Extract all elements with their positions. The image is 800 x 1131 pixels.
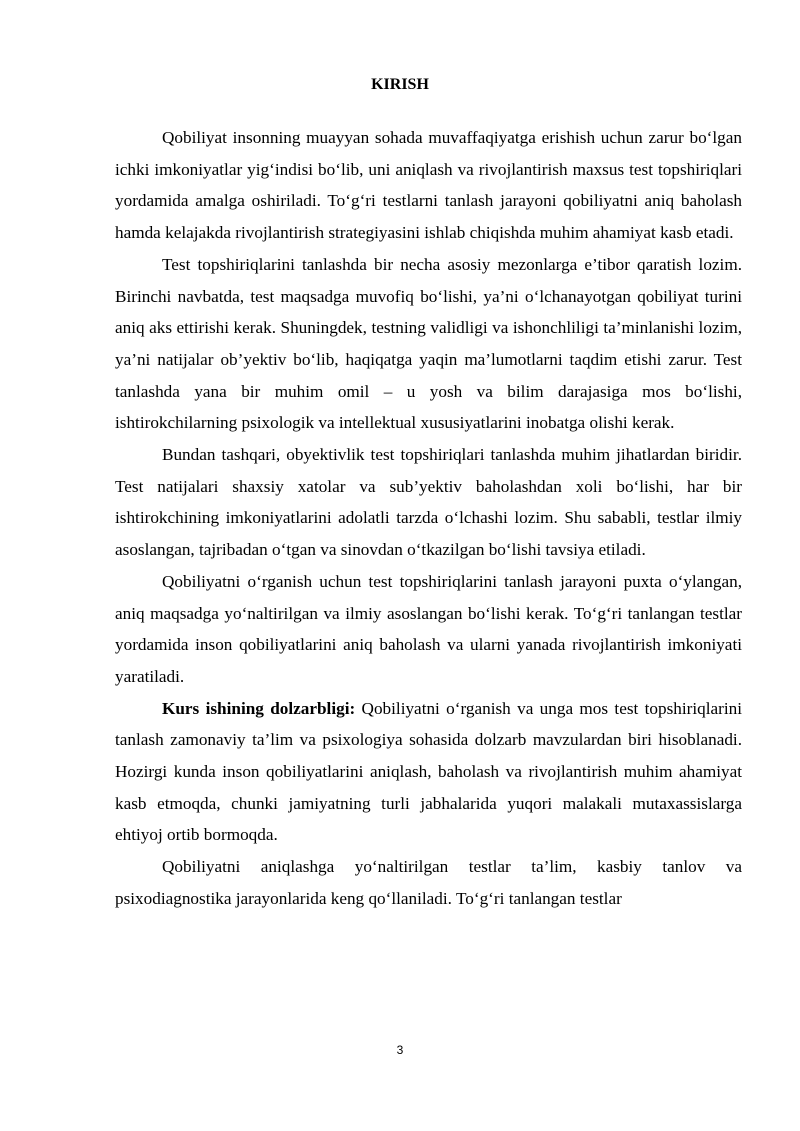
page-heading: KIRISH: [371, 76, 429, 93]
paragraph: [115, 566, 742, 693]
paragraph-text: Qobiliyat insonning muayyan sohada muvaffaqiyatga erishish uchun zarur bo‘lgan ichki imkoniyatlar yig‘indisi bo‘lib, uni aniqlash va rivojlantirish maxsus test topshiriqlari yordamida amalga oshiriladi. To‘g‘ri testlarni tanlash jarayoni qobiliyatni aniq baholash hamda kelajakda rivojlantirish strategiyasini ishlab chiqishda muhim ahamiyat kasb etadi.: [115, 128, 742, 243]
paragraph: [115, 693, 742, 852]
paragraph-text: Qobiliyatni o‘rganish va unga mos test topshiriqlarini tanlash zamonaviy ta’lim va psixologiya sohasida dolzarb mavzulardan biri hisoblanadi. Hozirgi kunda inson qobiliyatlarini aniqlash, baholash va rivojlantirish muhim ahamiyat kasb etmoqda, chunki jamiyatning turli jabhalarida yuqori malakali mutaxassislarga ehtiyoj ortib bormoqda.: [115, 698, 743, 845]
paragraph-text: Qobiliyatni o‘rganish uchun test topshiriqlarini tanlash jarayoni puxta o‘ylangan, aniq maqsadga yo‘naltirilgan va ilmiy asoslangan bo‘lishi kerak. To‘g‘ri tanlangan testlar yordamida inson qobiliyatlarini aniq baholash va ularni yanada rivojlantirish imkoniyati yaratiladi.: [115, 571, 742, 686]
paragraph: [115, 249, 742, 439]
paragraph-lead-bold: Kurs ishining dolzarbligi:: [162, 698, 356, 718]
paragraph: [115, 851, 742, 914]
page-number: 3: [396, 1043, 404, 1057]
body-text: [115, 122, 742, 915]
paragraph-text: Bundan tashqari, obyektivlik test topshiriqlari tanlashda muhim jihatlardan biridir. Test natijalari shaxsiy xatolar va sub’yektiv baholashdan xoli bo‘lishi, har bir ishtirokchining imkoniyatlarini adolatli tarzda o‘lchashi lozim. Shu sababli, testlar ilmiy asoslangan, tajribadan o‘tgan va sinovdan o‘tkazilgan bo‘lishi tavsiya etiladi.: [115, 445, 742, 560]
paragraph-text: Test topshiriqlarini tanlashda bir necha asosiy mezonlarga e’tibor qaratish lozim. Birinchi navbatda, test maqsadga muvofiq bo‘lishi, ya’ni o‘lchanayotgan qobiliyat turini aniq aks ettirishi kerak. Shuningdek, testning validligi va ishonchliligi ta’minlanishi lozim, ya’ni natijalar ob’yektiv bo‘lib, haqiqatga yaqin ma’lumotlarni taqdim etishi zarur. Test tanlashda yana bir muhim omil – u yosh va bilim darajasiga mos bo‘lishi, ishtirokchilarning psixologik va intellektual xususiyatlarini inobatga olishi kerak.: [115, 254, 742, 433]
paragraph: [115, 439, 742, 566]
paragraph-text: Qobiliyatni aniqlashga yo‘naltirilgan testlar ta’lim, kasbiy tanlov va psixodiagnostika jarayonlarida keng qo‘llaniladi. To‘g‘ri tanlangan testlar: [115, 857, 742, 908]
paragraph: [115, 122, 742, 249]
